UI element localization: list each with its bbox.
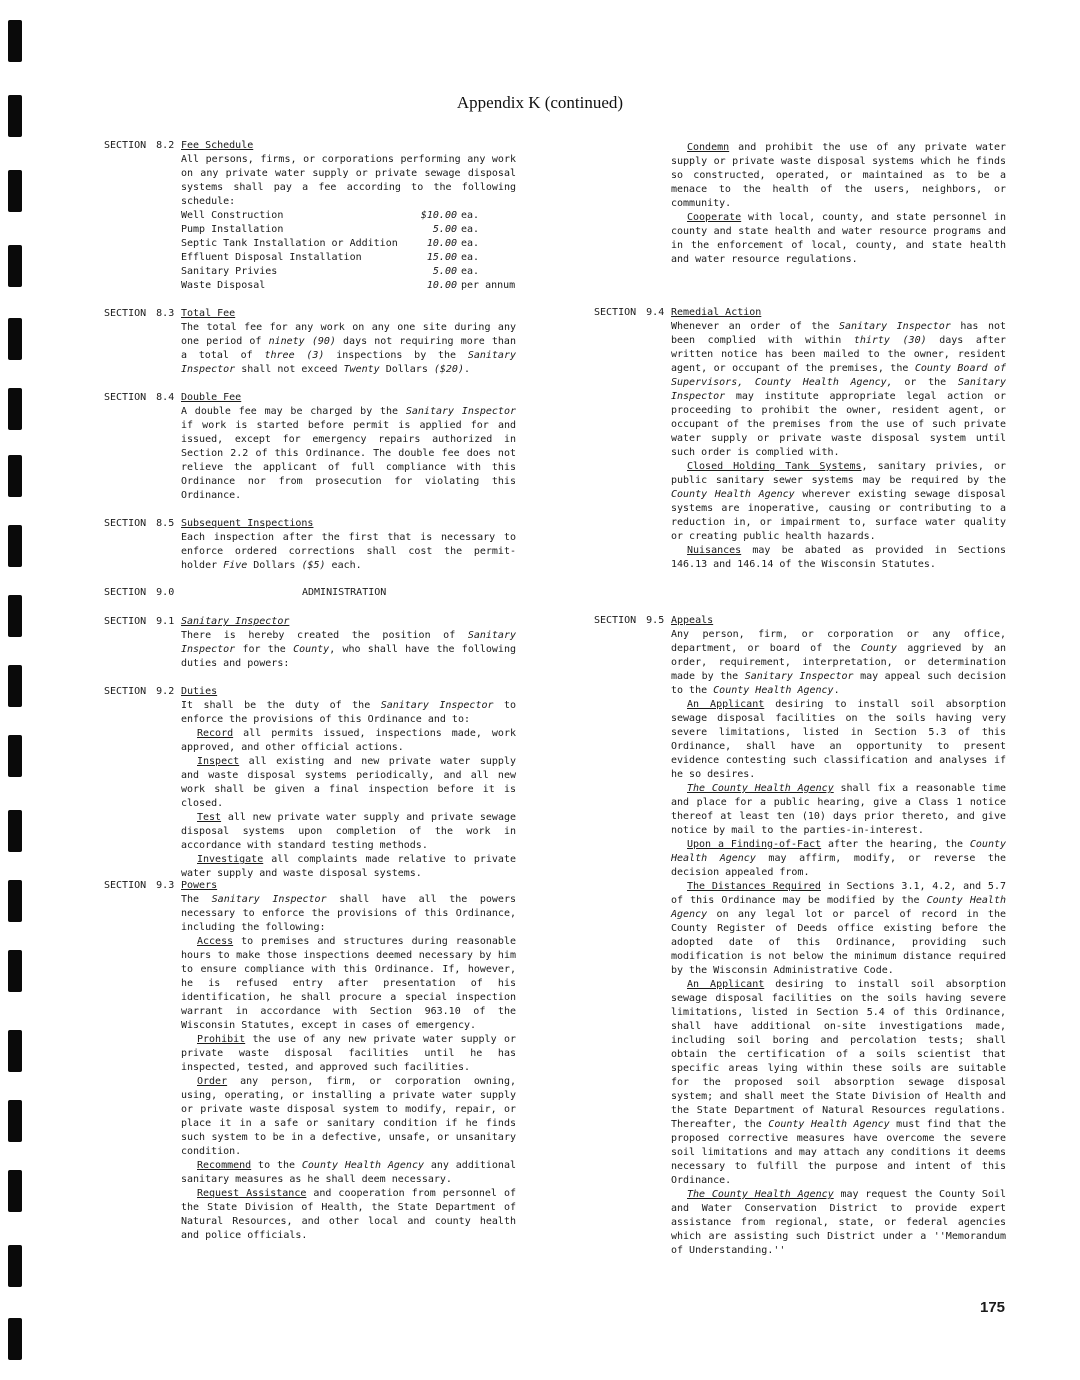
duty-item: Investigate all complaints made relative to private water supply and waste disposal systems. [181,854,516,879]
binding-holes [0,0,30,1380]
section-8-5 [104,517,516,573]
section-9-5 [594,614,1006,1258]
section-9-3 [104,879,516,1243]
section-9-3-continued [671,141,1006,267]
duty-item: Inspect all existing and new private water supply and waste disposal systems periodically, and all new work shall be given a final inspection before it is closed. [181,756,516,809]
section-label: SECTION 8.2 [104,140,175,151]
section-label: SECTION 9.2 [104,686,175,697]
binding-mark [8,735,22,777]
section-label: SECTION 8.4 [104,392,175,403]
fee-row: Well Construction $10.00 ea. [181,210,480,221]
binding-mark [8,880,22,922]
section-9-2 [104,685,516,881]
section-heading: ADMINISTRATION [302,587,387,598]
binding-mark [8,595,22,637]
section-8-3 [104,307,516,377]
section-text: Each inspection after the first that is necessary to enforce ordered corrections shall cost the permit-holder Five Dollars ($5) each. [181,532,516,571]
section-text: There is hereby created the position of Sanitary Inspector for the County, who shall have the following duties and powers: [181,630,516,669]
section-9-1 [104,615,516,671]
binding-mark [8,665,22,707]
section-text: Whenever an order of the Sanitary Inspector has not been complied with within thirty (30) days after written notice has been mailed to the owner, resident agent, or occupant of the premises, the County Board of Supervisors, County Health Agency, or the Sanitary Inspector may institute appropriate legal action or proceeding to prohibit the owner, resident agent, or occupant of the premises from the use of such private water supply or private waste disposal system until such order is complied with. [671,321,1007,458]
binding-mark [8,20,22,62]
power-item: Request Assistance and cooperation from personnel of the State Division of Health, the State Department of Natural Resources, and other local and county health and police officials. [181,1188,516,1241]
fee-table [181,209,516,293]
binding-mark [8,1030,22,1072]
section-9-4 [594,306,1006,572]
section-8-2 [104,139,516,293]
section-label: SECTION 8.5 [104,518,175,529]
page-title: Appendix K (continued) [456,93,624,112]
binding-mark [8,1170,22,1212]
section-label: SECTION 8.3 [104,308,175,319]
power-item: Prohibit the use of any new private water supply or private waste disposal facilities until he has inspected, tested, and approved such facilities. [181,1034,516,1073]
fee-row: Effluent Disposal Installation 15.00 ea. [181,252,480,263]
section-text: It shall be the duty of the Sanitary Inspector to enforce the provisions of this Ordinance and to: [181,700,517,725]
fee-row: Sanitary Privies 5.00 ea. [181,266,480,277]
duty-item: Record all permits issued, inspections made, work approved, and other official actions. [181,728,516,753]
binding-mark [8,318,22,360]
section-heading: Duties [181,686,218,697]
fee-row: Waste Disposal 10.00 per annum [181,280,516,291]
section-heading: Total Fee [181,308,236,319]
binding-mark [8,455,22,497]
section-heading: Subsequent Inspections [181,518,314,529]
section-9-0 [104,587,387,598]
binding-mark [8,170,22,212]
duty-item: Test all new private water supply and private sewage disposal systems upon completion of the work in accordance with standard testing methods. [181,812,516,851]
binding-mark [8,810,22,852]
fee-row: Pump Installation 5.00 ea. [181,224,480,235]
power-item: Condemn and prohibit the use of any private water supply or private waste disposal systems which he finds so constructed, operated, or maintained as to be a menace to the health of the users, neighbors, or community. [671,142,1006,209]
section-text: All persons, firms, or corporations performing any work on any private water supply or private sewage disposal systems shall pay a fee according to the following schedule: [181,154,516,207]
section-text: The Distances Required in Sections 3.1, 4.2, and 5.7 of this Ordinance may be modified by the County Health Agency on any legal lot or parcel of record in the County Register of Deeds office existing before the adopted date of this Ordinance, providing such modification is not below the minimum distance required by the Wisconsin Administrative Code. [671,881,1006,976]
section-label: SECTION 9.1 [104,616,175,627]
section-label: SECTION 9.5 [594,615,665,626]
binding-mark [8,1245,22,1287]
binding-mark [8,950,22,992]
binding-mark [8,245,22,287]
section-heading: Remedial Action [671,307,762,318]
section-heading: Sanitary Inspector [181,616,290,627]
section-text: The County Health Agency may request the County Soil and Water Conservation District to provide expert assistance from regional, state, or federal agencies which are assisting such District under a ''Memorandum of Understanding.'' [671,1189,1006,1256]
section-heading: Fee Schedule [181,140,254,151]
section-heading: Double Fee [181,392,242,403]
section-text: The total fee for any work on any one site during any one period of ninety (90) days not requiring more than a total of three (3) inspections by the Sanitary Inspector shall not exceed Twenty Dollars ($20). [181,322,516,375]
binding-mark [8,1100,22,1142]
section-text: Any person, firm, or corporation or any office, department, or board of the County aggrieved by an order, requirement, interpretation, or determination made by the Sanitary Inspector may appeal such decision to the County Health Agency. [671,629,1007,696]
section-label: SECTION 9.0 [104,587,175,598]
section-text: The County Health Agency shall fix a reasonable time and place for a public hearing, give a Class 1 notice thereof at least ten (10) days prior thereto, and give notice by mail to the parties-in-interest. [671,783,1006,836]
power-item: Recommend to the County Health Agency any additional sanitary measures as he shall deem necessary. [181,1160,516,1185]
binding-mark [8,525,22,567]
section-text: An Applicant desiring to install soil absorption sewage disposal facilities on the soils having very severe limitations, listed in Section 5.3 of this Ordinance, shall have an opportunity to present evidence contesting such classification and analyses if he so desires. [671,699,1006,780]
page-number: 175 [980,1299,1006,1316]
fee-row: Septic Tank Installation or Addition 10.00 ea. [181,238,480,249]
section-label: SECTION 9.4 [594,307,665,318]
section-text: Upon a Finding-of-Fact after the hearing, the County Health Agency may affirm, modify, or reverse the decision appealed from. [671,839,1007,878]
section-8-4 [104,391,516,503]
power-item: Order any person, firm, or corporation owning, using, operating, or installing a private water supply or private waste disposal system to modify, repair, or place it in a safe or sanitary condition if he finds such system to be in a defective, unsafe, or unsanitary condition. [181,1076,516,1157]
section-text: A double fee may be charged by the Sanitary Inspector if work is started before permit is applied for and issued, except for emergency repairs authorized in Section 2.2 of this Ordinance. The double fee does not relieve the applicant of full compliance with this Ordinance nor from prosecution for violating this Ordinance. [181,406,516,501]
binding-mark [8,388,22,430]
section-text: Closed Holding Tank Systems, sanitary privies, or public sanitary sewer systems may be required by the County Health Agency wherever existing sewage disposal systems are inoperative, causing or contributing to a reduction in, or impairment to, surface water quality or creating public health hazards. [671,461,1006,542]
section-heading: Appeals [671,615,714,626]
power-item: Access to premises and structures during reasonable hours to make those inspections deemed necessary by him to ensure compliance with this Ordinance. If, however, he is refused entry after presentation of his identification, he shall procure a special inspection warrant in accordance with Section 963.10 of the Wisconsin Statutes, except in cases of emergency. [181,936,516,1031]
section-text: An Applicant desiring to install soil absorption sewage disposal facilities on the soils having severe limitations, listed in Section 5.4 of this Ordinance, shall have additional on-site investigations made, including soil boring and percolation tests; shall obtain the certification of a soils scientist that specific areas lying within these soils are suitable for the proposed soil absorption sewage disposal system; and shall meet the State Division of Health and the State Department of Natural Resources regulations. Thereafter, the County Health Agency must find that the proposed corrective measures have overcome the severe soil limitations and may attach any conditions it deems necessary to fulfill the purpose and intent of this Ordinance. [671,979,1006,1186]
section-label: SECTION 9.3 [104,880,175,891]
section-heading: Powers [181,880,218,891]
binding-mark [8,1318,22,1360]
section-text: The Sanitary Inspector shall have all the powers necessary to enforce the provisions of this Ordinance, including the following: [181,894,516,933]
section-text: Nuisances may be abated as provided in Sections 146.13 and 146.14 of the Wisconsin Statutes. [671,545,1006,570]
power-item: Cooperate with local, county, and state personnel in county and state health and water resource programs and in the enforcement of local, county, and state health and water resource regulations. [671,212,1006,265]
